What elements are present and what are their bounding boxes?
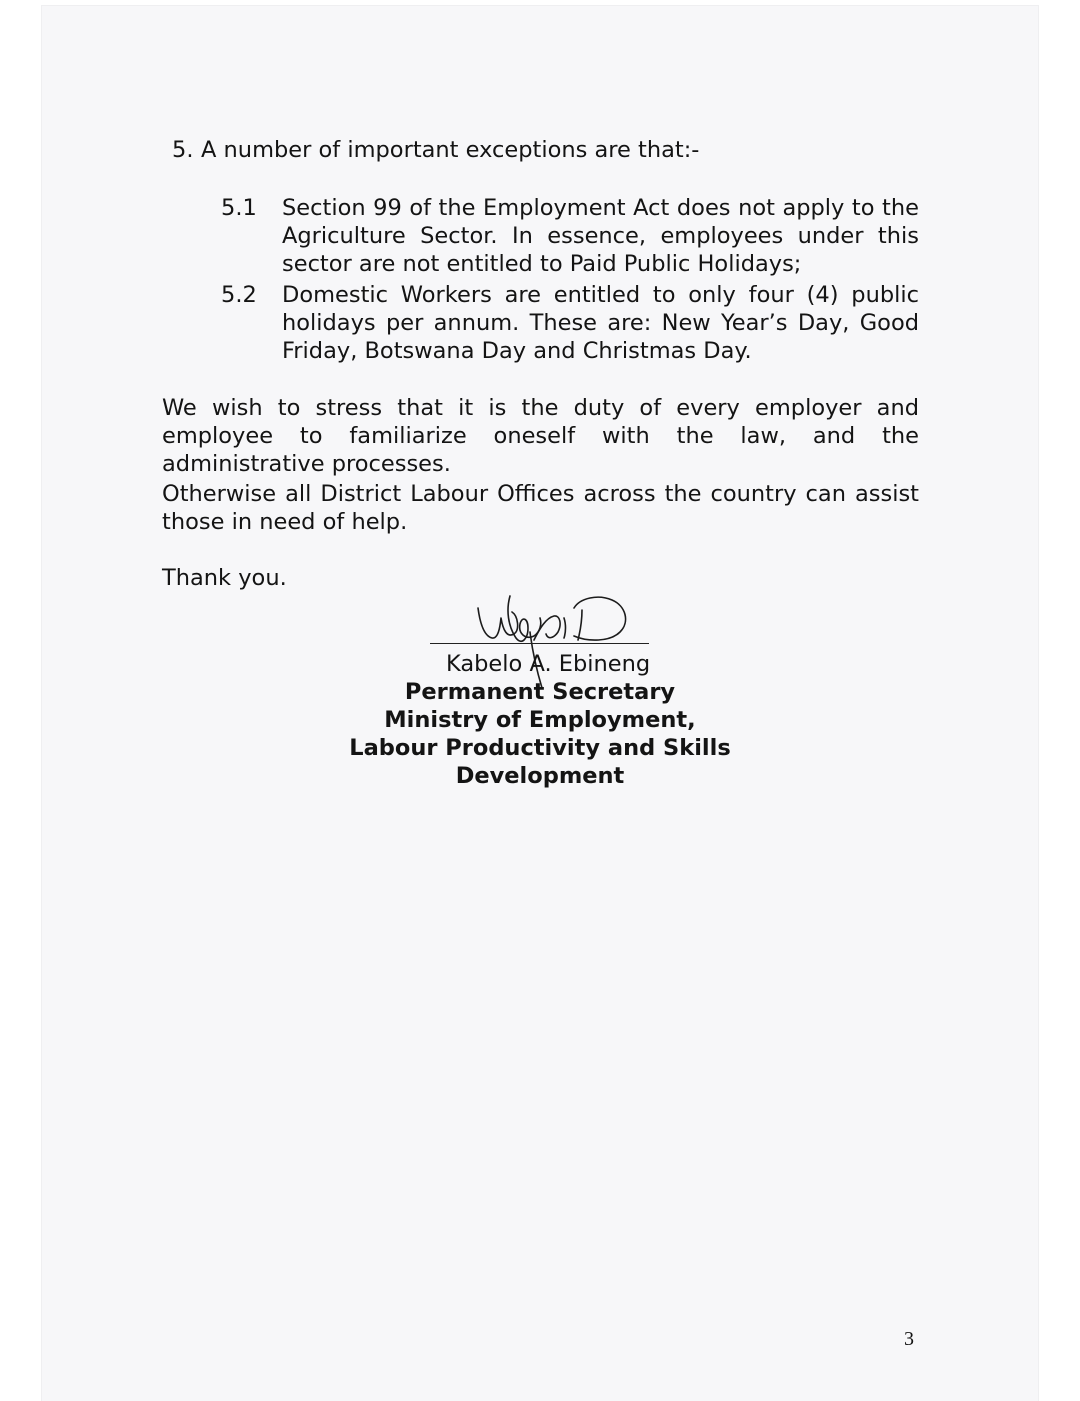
paragraph-duty: We wish to stress that it is the duty of every employer and employee to familiarize oneself with the law, and the administrative processes. bbox=[162, 395, 919, 477]
signatory-title: Permanent Secretary bbox=[404, 679, 676, 705]
signature-line bbox=[430, 643, 649, 644]
paragraph-labour-offices: Otherwise all District Labour Offices across the country can assist those in need of help. bbox=[162, 481, 919, 535]
section-5-number: 5. bbox=[172, 137, 194, 163]
item-5-2-number: 5.2 bbox=[221, 282, 257, 308]
item-5-1-number: 5.1 bbox=[221, 195, 257, 221]
ministry-line-2: Labour Productivity and Skills Development bbox=[349, 735, 731, 789]
item-5-2-text: Domestic Workers are entitled to only four (4) public holidays per annum. These are: New Year’s Day, Good Friday, Botswana Day and Christmas Day. bbox=[282, 282, 919, 364]
item-5-1-text: Section 99 of the Employment Act does not apply to the Agriculture Sector. In essence, employees under this sector are not entitled to Paid Public Holidays; bbox=[282, 195, 919, 277]
closing-thanks: Thank you. bbox=[162, 565, 287, 591]
section-5-heading: A number of important exceptions are that:- bbox=[201, 137, 700, 163]
ministry-line-1: Ministry of Employment, bbox=[384, 707, 696, 733]
signatory-name: Kabelo A. Ebineng bbox=[446, 651, 651, 677]
page-number: 3 bbox=[904, 1328, 914, 1350]
